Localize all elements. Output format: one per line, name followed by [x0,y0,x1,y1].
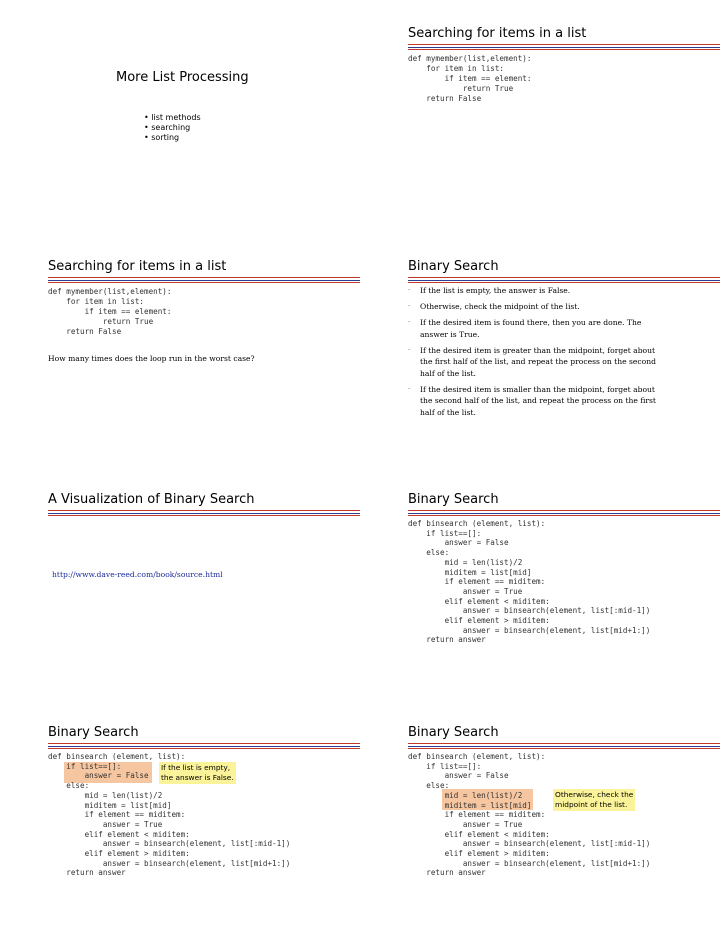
code-block: def mymember(list,element): for item in list: if item == element: return True return False [408,54,532,103]
bullet-marker: · [408,345,411,354]
bullet-list [144,113,201,143]
question-text: How many times does the loop run in the worst case? [48,354,255,363]
bullet-list [408,285,668,423]
slide-4 [408,259,718,469]
annotation-note: If the list is empty, the answer is False. [161,763,234,782]
title-rule [408,47,720,48]
title-rule [48,282,360,283]
title-rule [408,748,720,749]
title-rule [408,280,720,281]
slide-5 [48,492,358,702]
title-rule [48,513,360,514]
bullet-marker: · [408,302,411,310]
bullet-marker: · [408,384,411,393]
list-item: • searching [144,123,201,133]
title-rule [408,44,720,45]
title-rule [408,746,720,747]
title-rule [48,743,360,744]
list-item: · If the desired item is found there, then you are done. The answer is True. [408,318,642,339]
slide-2 [408,26,718,236]
slide-3 [48,259,358,469]
slide-title: Searching for items in a list [408,26,587,41]
list-item: · If the desired item is greater than the midpoint, forget about the first half of the list, and repeat the process on the second half of the list. [408,345,656,378]
title-rule [408,515,720,516]
slide-title: A Visualization of Binary Search [48,492,255,507]
slide-title: Binary Search [48,725,139,740]
slide-6 [408,492,718,702]
title-rule [408,277,720,278]
title-rule [48,746,360,747]
bullet-marker: · [408,286,411,294]
title-rule [408,282,720,283]
slide-title: Binary Search [408,725,499,740]
slide-7 [48,725,358,935]
title-rule [48,510,360,511]
title-rule [408,49,720,50]
annotation-note: Otherwise, check the midpoint of the list. [555,790,634,809]
bullet-marker: · [408,318,411,326]
title-rule [48,748,360,749]
slide-8 [408,725,718,935]
code-block: def binsearch (element, list): if list==[]: answer = False else: mid = len(list)/2 miditem = list[mid] if element == miditem: answer = True elif element < miditem: answer = binsearch(element, list[:mid-1]) elif element > miditem: answer = binsearch(element, list[mid+1:]) return answer [408,519,651,645]
title-rule [48,280,360,281]
title-rule [408,513,720,514]
title-rule [408,510,720,511]
slide-title: Searching for items in a list [48,259,227,274]
title-rule [48,515,360,516]
slide-title: More List Processing [116,70,249,85]
list-item: · If the list is empty, the answer is False. [408,286,571,295]
title-rule [408,743,720,744]
slide-title: Binary Search [408,492,499,507]
code-block: def binsearch (element, list): if list==[]: answer = False else: mid = len(list)/2 miditem = list[mid] if element == miditem: answer = True elif element < miditem: answer = binsearch(element, list[:mid-1]) elif element > miditem: answer = binsearch(element, list[mid+1:]) return answer [408,752,651,878]
list-item: · If the desired item is smaller than the midpoint, forget about the second half of the list, and repeat the process on the first half of the list. [408,384,656,417]
title-rule [48,277,360,278]
source-link[interactable]: http://www.dave-reed.com/book/source.html [52,570,223,579]
slide-title: Binary Search [408,259,499,274]
code-block: def binsearch (element, list): if list==[]: answer = False else: mid = len(list)/2 miditem = list[mid] if element == miditem: answer = True elif element < miditem: answer = binsearch(element, list[:mid-1]) elif element > miditem: answer = binsearch(element, list[mid+1:]) return answer [48,752,291,878]
list-item: · Otherwise, check the midpoint of the list. [408,302,580,311]
list-item: • sorting [144,133,201,143]
slide-1 [48,20,358,230]
list-item: • list methods [144,113,201,123]
code-block: def mymember(list,element): for item in list: if item == element: return True return False [48,287,172,336]
